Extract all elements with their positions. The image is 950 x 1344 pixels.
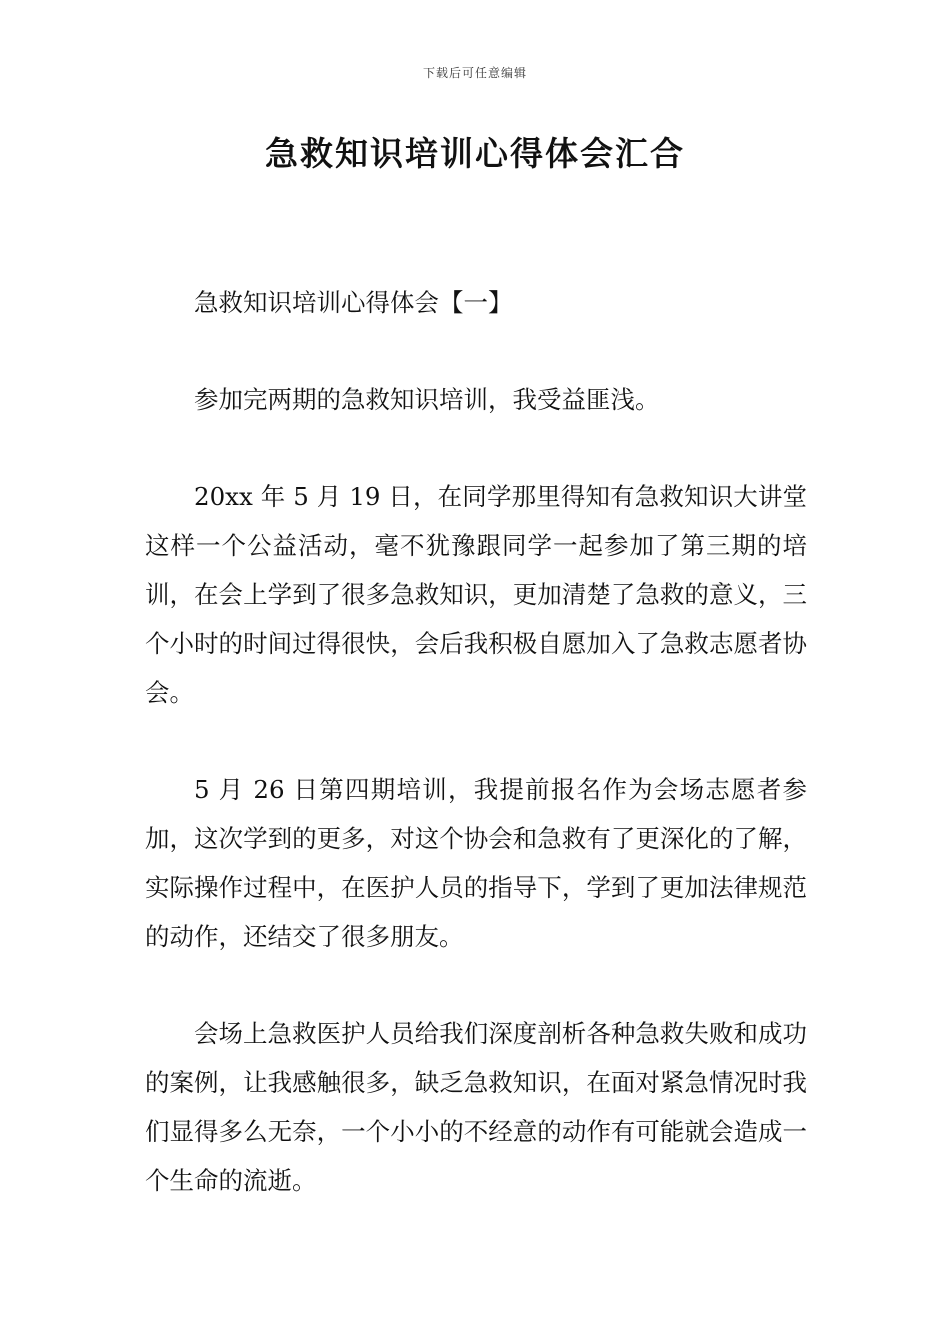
document-title: 急救知识培训心得体会汇合: [265, 134, 685, 173]
paragraph-intro: 参加完两期的急救知识培训，我受益匪浅。: [194, 385, 660, 414]
paragraph-may-19: 20xx 年 5 月 19 日，在同学那里得知有急救知识大讲堂这样一个公益活动，毫不犹豫跟同学一起参加了第三期的培训，在会上学到了很多急救知识，更加清楚了急救的意义，三个小时的时间过得很快，会后我积极自愿加入了急救志愿者协会。: [145, 482, 807, 707]
paragraph-case-analysis: 会场上急救医护人员给我们深度剖析各种急救失败和成功的案例，让我感触很多，缺乏急救知识，在面对紧急情况时我们显得多么无奈，一个小小的不经意的动作有可能就会造成一个生命的流逝。: [145, 1019, 807, 1195]
paragraph-may-26: 5 月 26 日第四期培训，我提前报名作为会场志愿者参加，这次学到的更多，对这个协会和急救有了更深化的了解，实际操作过程中，在医护人员的指导下，学到了更加法律规范的动作，还结交了很多朋友。: [145, 775, 807, 951]
document-body: [145, 278, 807, 1253]
section-heading: 急救知识培训心得体会【一】: [194, 288, 513, 317]
header-note: 下载后可任意编辑: [422, 66, 527, 80]
